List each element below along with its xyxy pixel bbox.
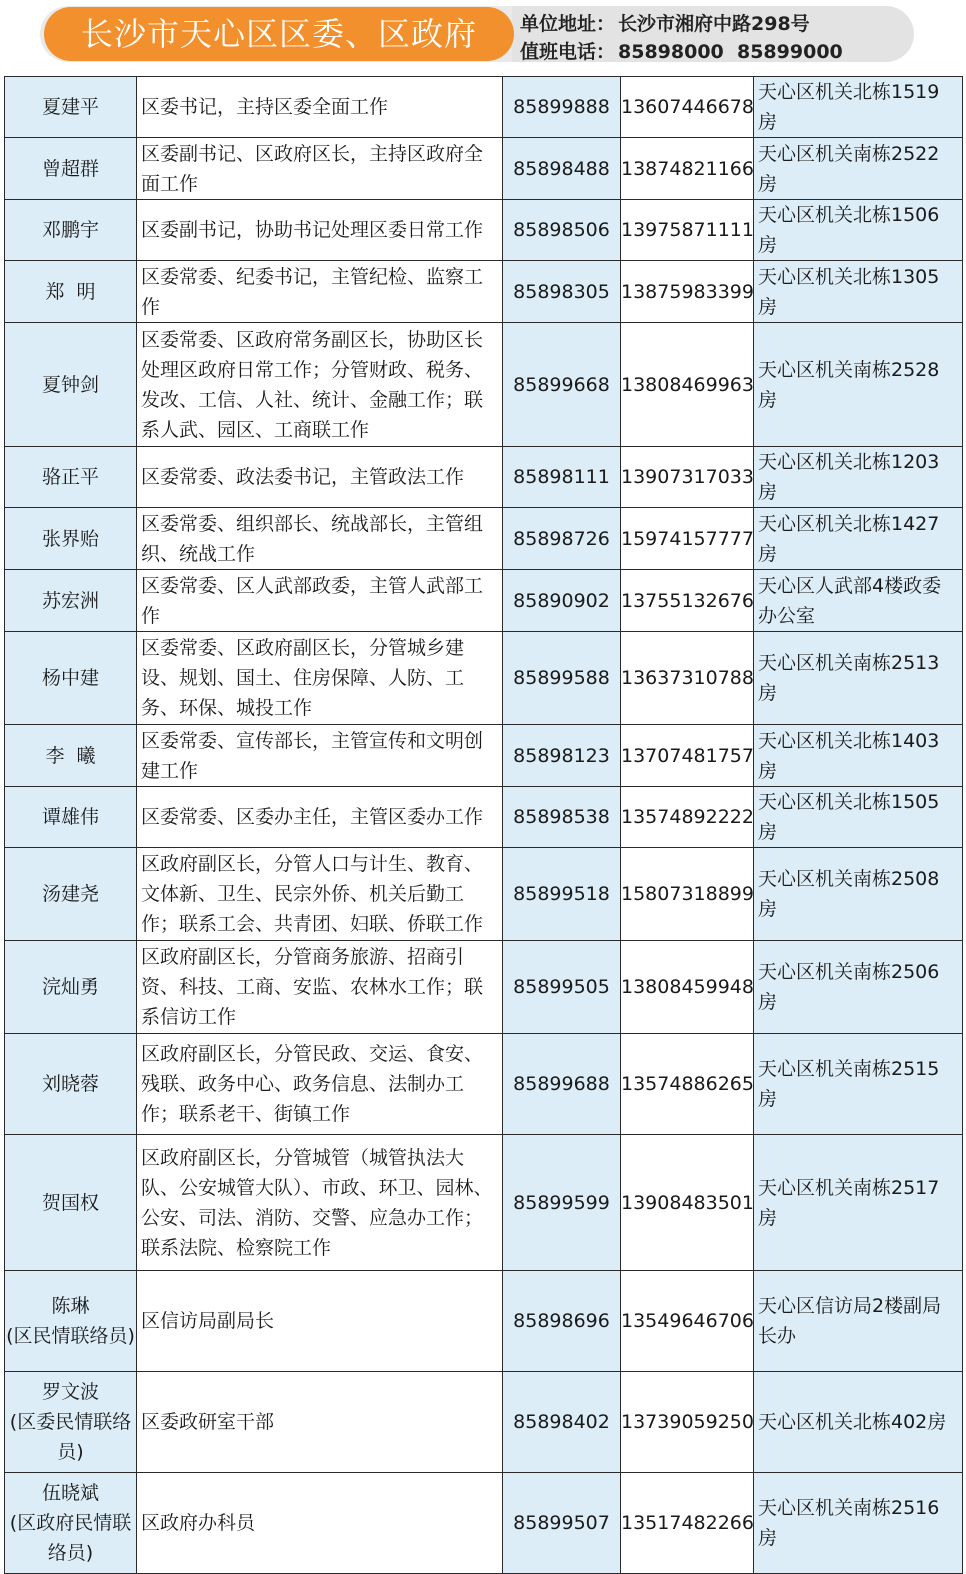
table-row (5, 787, 963, 848)
table-row (5, 1372, 963, 1473)
cell-office-phone: 85898488 (503, 138, 621, 200)
cell-room: 天心区机关南栋2508房 (754, 848, 963, 941)
cell-mobile-phone: 13637310788 (621, 632, 754, 725)
cell-duty: 区委政研室干部 (137, 1372, 503, 1473)
cell-mobile-phone: 15807318899 (621, 848, 754, 941)
cell-mobile-phone: 15974157777 (621, 508, 754, 570)
cell-mobile-phone: 13707481757 (621, 725, 754, 787)
cell-mobile-phone: 13874821166 (621, 138, 754, 200)
cell-duty: 区委常委、区委办主任，主管区委办工作 (137, 787, 503, 848)
cell-mobile-phone: 13808469963 (621, 323, 754, 447)
duty-phone-value: 85898000 85899000 (618, 41, 843, 63)
person-name: 曾超群 (41, 157, 99, 180)
person-name: 骆正平 (41, 466, 99, 488)
cell-room: 天心区机关北栋1519房 (754, 77, 963, 138)
cell-room: 天心区机关南栋2516房 (754, 1473, 963, 1574)
cell-duty: 区政府副区长，分管民政、交运、食安、残联、政务中心、政务信息、法制办工作；联系老干、街镇工作 (137, 1034, 503, 1135)
cell-name (5, 77, 137, 138)
page-title: 长沙市天心区区委、区政府 (44, 7, 514, 61)
cell-name (5, 1034, 137, 1135)
person-name: 汤建尧 (41, 883, 99, 905)
cell-mobile-phone: 13975871111 (621, 200, 754, 261)
table-row (5, 1135, 963, 1271)
cell-duty: 区委常委、宣传部长，主管宣传和文明创建工作 (137, 725, 503, 787)
cell-duty: 区委副书记，协助书记处理区委日常工作 (137, 200, 503, 261)
cell-duty: 区委常委、政法委书记，主管政法工作 (137, 447, 503, 508)
table-row (5, 77, 963, 138)
table-row (5, 725, 963, 787)
cell-mobile-phone: 13908483501 (621, 1135, 754, 1271)
table-row (5, 1473, 963, 1574)
cell-duty: 区政府副区长，分管人口与计生、教育、文体新、卫生、民宗外侨、机关后勤工作；联系工会、共青团、妇联、侨联工作 (137, 848, 503, 941)
person-name: 邓鹏宇 (41, 219, 99, 241)
cell-room: 天心区机关南栋2522房 (754, 138, 963, 200)
cell-mobile-phone: 13907317033 (621, 447, 754, 508)
person-name: 张界贻 (41, 527, 99, 550)
cell-name (5, 848, 137, 941)
cell-office-phone: 85899888 (503, 77, 621, 138)
person-name: 伍晓斌 (41, 1482, 99, 1504)
cell-name (5, 1271, 137, 1372)
cell-mobile-phone: 13875983399 (621, 261, 754, 323)
cell-room: 天心区信访局2楼副局长办 (754, 1271, 963, 1372)
cell-name (5, 787, 137, 848)
cell-name (5, 941, 137, 1034)
cell-mobile-phone: 13755132676 (621, 570, 754, 632)
cell-office-phone: 85899599 (503, 1135, 621, 1271)
cell-office-phone: 85898111 (503, 447, 621, 508)
table-row (5, 941, 963, 1034)
table-row (5, 848, 963, 941)
cell-duty: 区委副书记、区政府区长，主持区政府全面工作 (137, 138, 503, 200)
cell-room: 天心区机关南栋2506房 (754, 941, 963, 1034)
cell-duty: 区委常委、区政府副区长，分管城乡建设、规划、国土、住房保障、人防、工务、环保、城投工作 (137, 632, 503, 725)
cell-mobile-phone: 13517482266 (621, 1473, 754, 1574)
cell-office-phone: 85898506 (503, 200, 621, 261)
cell-name (5, 261, 137, 323)
person-name: 杨中建 (41, 667, 99, 689)
cell-office-phone: 85899505 (503, 941, 621, 1034)
person-name: 郑 明 (45, 280, 96, 303)
cell-office-phone: 85899507 (503, 1473, 621, 1574)
cell-name (5, 508, 137, 570)
cell-room: 天心区机关南栋2517房 (754, 1135, 963, 1271)
person-name: 罗文波 (41, 1381, 99, 1403)
directory-table (4, 76, 963, 1574)
cell-office-phone: 85899518 (503, 848, 621, 941)
cell-duty: 区委书记，主持区委全面工作 (137, 77, 503, 138)
cell-mobile-phone: 13549646706 (621, 1271, 754, 1372)
cell-duty: 区政府办科员 (137, 1473, 503, 1574)
cell-room: 天心区机关北栋1506房 (754, 200, 963, 261)
cell-office-phone: 85898402 (503, 1372, 621, 1473)
cell-duty: 区委常委、区政府常务副区长，协助区长处理区政府日常工作；分管财政、税务、发改、工信、人社、统计、金融工作；联系人武、园区、工商联工作 (137, 323, 503, 447)
cell-room: 天心区机关北栋1427房 (754, 508, 963, 570)
directory-body (5, 77, 963, 1574)
cell-office-phone: 85898538 (503, 787, 621, 848)
address-value: 长沙市湘府中路298号 (618, 13, 810, 35)
person-name: 夏钟剑 (41, 373, 99, 396)
person-name: 苏宏洲 (41, 589, 99, 612)
cell-name (5, 725, 137, 787)
cell-duty: 区委常委、区人武部政委，主管人武部工作 (137, 570, 503, 632)
person-role-note: (区政府民情联络员) (9, 1512, 132, 1564)
cell-name (5, 1372, 137, 1473)
cell-name (5, 138, 137, 200)
cell-room: 天心区机关南栋2515房 (754, 1034, 963, 1135)
cell-room: 天心区机关北栋402房 (754, 1372, 963, 1473)
address-label: 单位地址： (520, 13, 616, 35)
cell-room: 天心区人武部4楼政委办公室 (754, 570, 963, 632)
table-row (5, 323, 963, 447)
table-row (5, 632, 963, 725)
cell-duty: 区政府副区长，分管商务旅游、招商引资、科技、工商、安监、农林水工作；联系信访工作 (137, 941, 503, 1034)
cell-room: 天心区机关南栋2513房 (754, 632, 963, 725)
person-name: 谭雄伟 (41, 806, 99, 828)
table-row (5, 261, 963, 323)
cell-name (5, 570, 137, 632)
person-name: 贺国权 (41, 1191, 99, 1214)
table-row (5, 200, 963, 261)
cell-room: 天心区机关北栋1505房 (754, 787, 963, 848)
cell-name (5, 447, 137, 508)
cell-duty: 区政府副区长，分管城管（城管执法大队、公安城管大队）、市政、环卫、园林、公安、司法、消防、交警、应急办工作；联系法院、检察院工作 (137, 1135, 503, 1271)
cell-duty: 区委常委、组织部长、统战部长，主管组织、统战工作 (137, 508, 503, 570)
table-row (5, 570, 963, 632)
cell-name (5, 200, 137, 261)
cell-mobile-phone: 13574892222 (621, 787, 754, 848)
table-row (5, 508, 963, 570)
cell-office-phone: 85899588 (503, 632, 621, 725)
table-row (5, 447, 963, 508)
person-role-note: (区委民情联络员) (9, 1411, 132, 1463)
cell-room: 天心区机关北栋1403房 (754, 725, 963, 787)
cell-office-phone: 85898696 (503, 1271, 621, 1372)
cell-duty: 区信访局副局长 (137, 1271, 503, 1372)
cell-office-phone: 85898305 (503, 261, 621, 323)
address-line (520, 9, 810, 36)
cell-office-phone: 85890902 (503, 570, 621, 632)
cell-office-phone: 85898726 (503, 508, 621, 570)
duty-phone-line (520, 37, 843, 64)
cell-room: 天心区机关北栋1305房 (754, 261, 963, 323)
cell-mobile-phone: 13574886265 (621, 1034, 754, 1135)
person-role-note: (区民情联络员) (6, 1325, 135, 1347)
person-name: 李 曦 (45, 744, 96, 767)
cell-mobile-phone: 13739059250 (621, 1372, 754, 1473)
cell-name (5, 323, 137, 447)
cell-mobile-phone: 13607446678 (621, 77, 754, 138)
cell-name (5, 1473, 137, 1574)
table-row (5, 1271, 963, 1372)
person-name: 夏建平 (41, 96, 99, 118)
duty-phone-label: 值班电话： (520, 41, 616, 63)
person-name: 刘晓蓉 (41, 1073, 99, 1095)
table-row (5, 138, 963, 200)
cell-name (5, 632, 137, 725)
person-name: 陈琳 (51, 1295, 90, 1317)
cell-office-phone: 85899668 (503, 323, 621, 447)
person-name: 浣灿勇 (41, 976, 99, 998)
cell-duty: 区委常委、纪委书记，主管纪检、监察工作 (137, 261, 503, 323)
page-header (0, 0, 966, 76)
cell-office-phone: 85898123 (503, 725, 621, 787)
table-row (5, 1034, 963, 1135)
cell-room: 天心区机关北栋1203房 (754, 447, 963, 508)
cell-room: 天心区机关南栋2528房 (754, 323, 963, 447)
cell-mobile-phone: 13808459948 (621, 941, 754, 1034)
cell-name (5, 1135, 137, 1271)
cell-office-phone: 85899688 (503, 1034, 621, 1135)
